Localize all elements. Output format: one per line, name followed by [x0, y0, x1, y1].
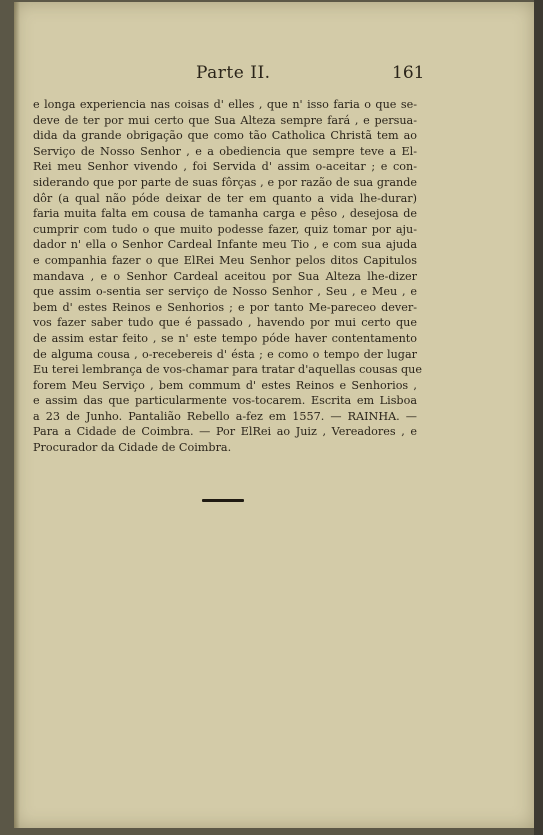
text-line: e longa experiencia nas coisas d' elles , que n' isso faria o que se-: [33, 98, 417, 111]
scan-border: [534, 0, 543, 835]
text-line: bem d' estes Reinos e Senhorios ; e por tanto Me-pareceo dever-: [33, 300, 417, 314]
text-line: que assim o-sentia ser serviço de Nosso Senhor , Seu , e Meu , e: [33, 285, 417, 299]
text-line: a 23 de Junho. Pantalião Rebello a-fez em 1557. — RAINHA. —: [33, 409, 417, 423]
page-number: 161: [392, 63, 425, 83]
text-line: forem Meu Serviço , bem commum d' estes Reinos e Senhorios ,: [33, 378, 417, 392]
text-line: faria muita falta em cousa de tamanha carga e pêso , desejosa de: [33, 207, 417, 221]
page-binding-shadow: [14, 2, 20, 828]
running-title: Parte II.: [196, 63, 271, 83]
body-text: [33, 97, 422, 456]
section-divider: [202, 499, 244, 502]
text-line: Rei meu Senhor vivendo , foi Servida d' assim o-aceitar ; e con-: [33, 160, 417, 174]
text-line: Serviço de Nosso Senhor , e a obediencia que sempre teve a El-: [33, 144, 417, 158]
text-line: deve de ter por mui certo que Sua Alteza sempre fará , e persua-: [33, 113, 417, 127]
text-line: Para a Cidade de Coimbra. — Por ElRei ao Juiz , Vereadores , e: [33, 425, 417, 439]
text-line: de assim estar feito , se n' este tempo póde haver contentamento: [33, 331, 417, 345]
text-line: Eu terei lembrança de vos-chamar para tratar d'aquellas cousas que: [33, 363, 422, 377]
text-line: mandava , e o Senhor Cardeal aceitou por Sua Alteza lhe-dizer: [33, 269, 417, 283]
text-line: de alguma cousa , o-recebereis d' ésta ; e como o tempo der lugar: [33, 347, 417, 361]
text-line: e assim das que particularmente vos-tocarem. Escrita em Lisboa: [33, 394, 417, 408]
text-line: cumprir com tudo o que muito podesse fazer, quiz tomar por aju-: [33, 222, 417, 236]
text-line: siderando que por parte de suas fôrças , e por razão de sua grande: [33, 175, 417, 189]
text-line: dador n' ella o Senhor Cardeal Infante meu Tio , e com sua ajuda: [33, 238, 417, 252]
text-line: Procurador da Cidade de Coimbra.: [33, 441, 232, 455]
text-line: dida da grande obrigação que como tão Catholica Christã tem ao: [33, 129, 417, 143]
text-line: vos fazer saber tudo que é passado , havendo por mui certo que: [33, 316, 417, 330]
text-line: e companhia fazer o que ElRei Meu Senhor pelos ditos Capitulos: [33, 253, 417, 267]
text-line: dôr (a qual não póde deixar de ter em quanto a vida lhe-durar): [33, 191, 417, 205]
